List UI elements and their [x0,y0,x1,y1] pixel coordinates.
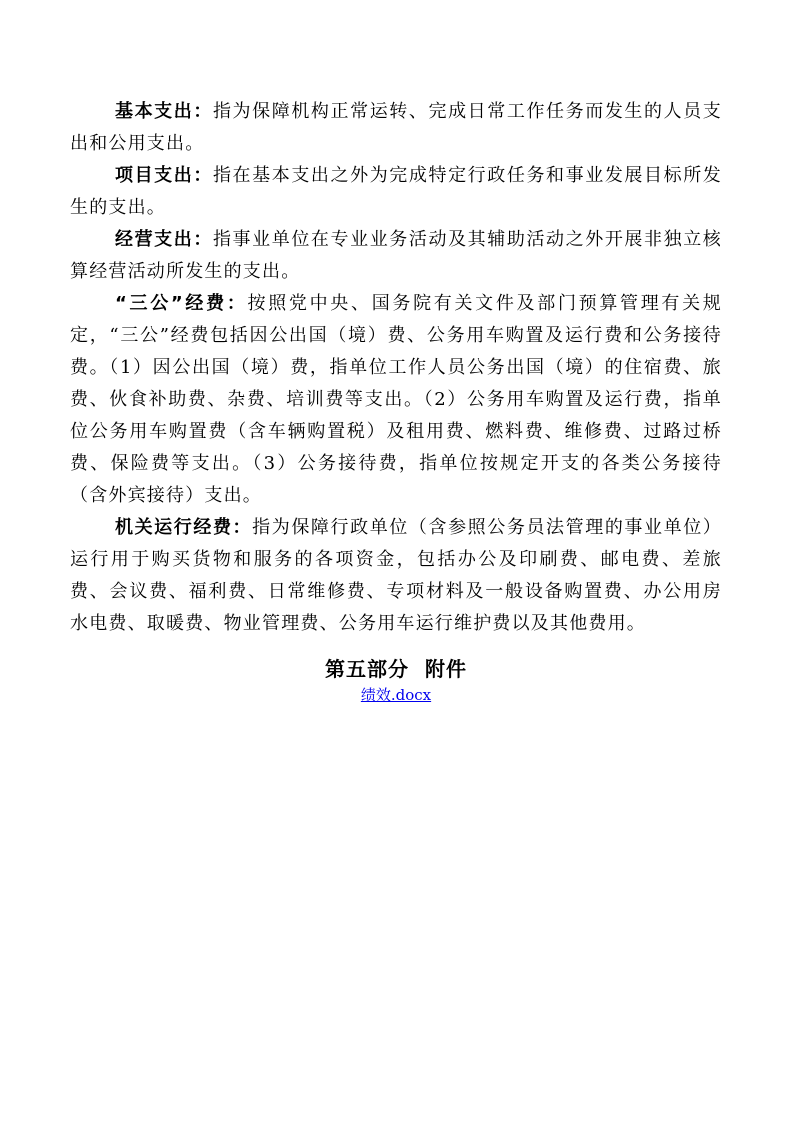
definition-basic-expenditure: 指为保障机构正常运转、完成日常工作任务而发生的人员支出和公用支出。 [70,101,722,154]
attachment-row [70,684,722,706]
attachment-link[interactable]: 绩效.docx [360,686,432,704]
section-title: 第五部分 附件 [325,657,467,681]
definition-operating-expenditure: 指事业单位在专业业务活动及其辅助活动之外开展非独立核算经营活动所发生的支出。 [70,229,722,282]
term-project-expenditure: 项目支出： [115,165,213,186]
term-three-public-funds: “三公”经费： [115,293,248,314]
paragraph-operating-expenditure [70,224,722,288]
term-basic-expenditure: 基本支出： [115,101,213,122]
definition-project-expenditure: 指在基本支出之外为完成特定行政任务和事业发展目标所发生的支出。 [70,165,722,218]
definition-agency-operating-funds: 指为保障行政单位（含参照公务员法管理的事业单位）运行用于购买货物和服务的各项资金，包括办公及印刷费、邮电费、差旅费、会议费、福利费、日常维修费、专项材料及一般设备购置费、办公用房水电费、取暖费、物业管理费、公务用车运行维护费以及其他费用。 [70,517,722,634]
paragraph-project-expenditure [70,160,722,224]
paragraph-three-public-funds [70,288,722,512]
definition-three-public-funds: 按照党中央、国务院有关文件及部门预算管理有关规定，“三公”经费包括因公出国（境）费、公务用车购置及运行费和公务接待费。（1）因公出国（境）费，指单位工作人员公务出国（境）的住宿费、旅费、伙食补助费、杂费、培训费等支出。（2）公务用车购置及运行费，指单位公务用车购置费（含车辆购置税）及租用费、燃料费、维修费、过路过桥费、保险费等支出。（3）公务接待费，指单位按规定开支的各类公务接待（含外宾接待）支出。 [70,293,722,506]
term-agency-operating-funds: 机关运行经费： [115,517,253,538]
paragraph-basic-expenditure [70,96,722,160]
term-operating-expenditure: 经营支出： [115,229,213,250]
paragraph-agency-operating-funds [70,512,722,640]
document-body [70,96,722,706]
